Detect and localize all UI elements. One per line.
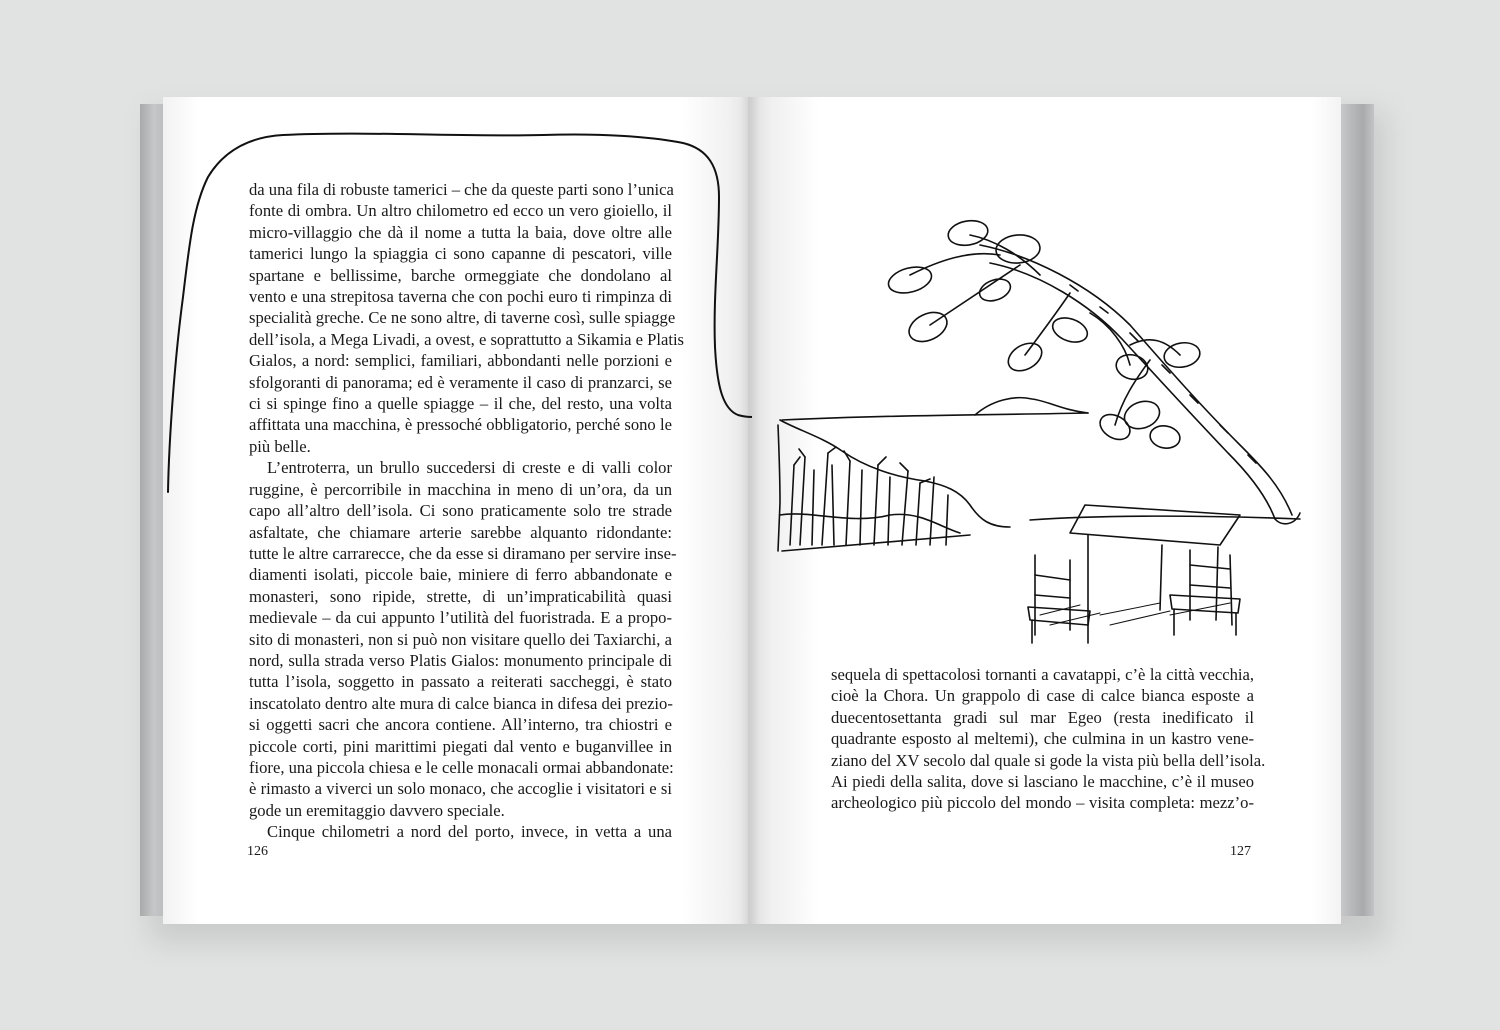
- text-line: sequela di spettacolosi tornanti a cavatappi, c’è la città vecchia,: [831, 665, 1254, 684]
- text-line: inscatolato dentro alte mura di calce bianca in difesa dei prezio-: [249, 693, 673, 713]
- text-line: monasteri, sono ripide, strette, di un’impraticabilità quasi: [249, 586, 672, 606]
- landscape-sketch-illustration: [770, 215, 1330, 645]
- text-line: specialità greche. Ce ne sono altre, di taverne così, sulle spiagge: [249, 308, 676, 328]
- text-line: tamerici lungo la spiaggia ci sono capanne di pescatori, ville: [249, 244, 672, 264]
- page-number: 126: [247, 844, 268, 859]
- text-line: Gialos, a nord: semplici, familiari, abbondanti nelle porzioni e: [249, 351, 672, 371]
- chair-drawing: [1028, 555, 1090, 643]
- text-line: dell’isola, a Mega Livadi, a ovest, e soprattutto a Sikamia e Platis: [249, 329, 685, 349]
- text-line: ci si spinge fino a quelle spiagge – il che, del resto, una volta: [249, 394, 672, 414]
- text-line: quadrante esposto al meltemi), che culmina in un kastro vene-: [831, 729, 1254, 749]
- chair-drawing: [1170, 550, 1240, 635]
- shrub-drawing: [780, 447, 970, 551]
- left-page: [163, 97, 752, 924]
- page-number: 127: [1230, 844, 1251, 859]
- text-line: più belle.: [249, 436, 311, 456]
- text-line: diamenti isolati, piccole baie, miniere di ferro abbandonate e: [249, 565, 672, 585]
- text-line: nord, sulla strada verso Platis Gialos: monumento principale di: [249, 650, 672, 670]
- text-line: Ai piedi della salita, dove si lasciano le macchine, c’è il museo: [831, 772, 1254, 792]
- text-line: è rimasto a viverci un solo monaco, che accoglie i visitatori e si: [249, 779, 672, 799]
- text-line: vento e una strepitosa taverna che con pochi euro ti rimpinza di: [249, 287, 672, 307]
- text-line: capo all’altro dell’isola. Ci sono praticamente solo tre strade: [249, 501, 672, 521]
- table-drawing: [1070, 505, 1240, 625]
- text-line: ruggine, è percorribile in macchina in meno di un’ora, da un: [249, 479, 672, 499]
- text-line: tutta l’isola, soggetto in passato a reiterati saccheggi, è stato: [249, 672, 672, 692]
- text-line: asfaltate, che chiamare arterie sarebbe alquanto ridondante:: [249, 522, 672, 542]
- text-line: Cinque chilometri a nord del porto, invece, in vetta a una: [267, 822, 672, 842]
- text-line: ziano del XV secolo dal quale si gode la vista più bella dell’isola.: [831, 750, 1266, 770]
- text-line: da una fila di robuste tamerici – che da queste parti sono l’unica: [249, 180, 674, 199]
- tree-drawing: [886, 218, 1300, 524]
- text-line: fonte di ombra. Un altro chilometro ed ecco un vero gioiello, il: [249, 201, 672, 221]
- text-line: fiore, una piccola chiesa e le celle monacali ormai abbandonate:: [249, 757, 674, 777]
- text-line: archeologico più piccolo del mondo – visita completa: mezz’o-: [831, 793, 1254, 813]
- text-line: si oggetti sacri che ancora contiene. All’interno, tra chiostri e: [249, 715, 672, 735]
- text-line: tutte le altre carrarecce, che da esse si diramano per servire inse-: [249, 543, 677, 563]
- left-page-text: [249, 179, 685, 843]
- right-page-text: [831, 664, 1266, 814]
- text-line: spartane e bellissime, barche ormeggiate che dondolano al: [249, 265, 672, 285]
- book-gutter: [740, 97, 760, 924]
- text-line: duecentosettanta gradi sul mar Egeo (resta inedificato il: [831, 707, 1254, 727]
- text-line: medievale – da cui appunto l’utilità del fuoristrada. E a propo-: [249, 608, 672, 628]
- text-line: sito di monasteri, non si può non visitare quello dei Taxiarchi, a: [249, 629, 672, 649]
- text-line: affittata una macchina, è pressoché obbligatorio, perché sono le: [249, 415, 672, 435]
- text-line: cioè la Chora. Un grappolo di case di calce bianca esposte a: [831, 686, 1254, 706]
- text-line: L’entroterra, un brullo succedersi di creste e di valli color: [267, 458, 672, 478]
- text-line: micro-villaggio che dà il nome a tutta la baia, dove oltre alle: [249, 222, 672, 242]
- text-line: gode un eremitaggio davvero speciale.: [249, 800, 505, 820]
- text-line: piccole corti, pini marittimi piegati dal vento e buganvillee in: [249, 736, 672, 756]
- text-line: sfolgoranti di panorama; ed è veramente il caso di pranzarci, se: [249, 372, 672, 392]
